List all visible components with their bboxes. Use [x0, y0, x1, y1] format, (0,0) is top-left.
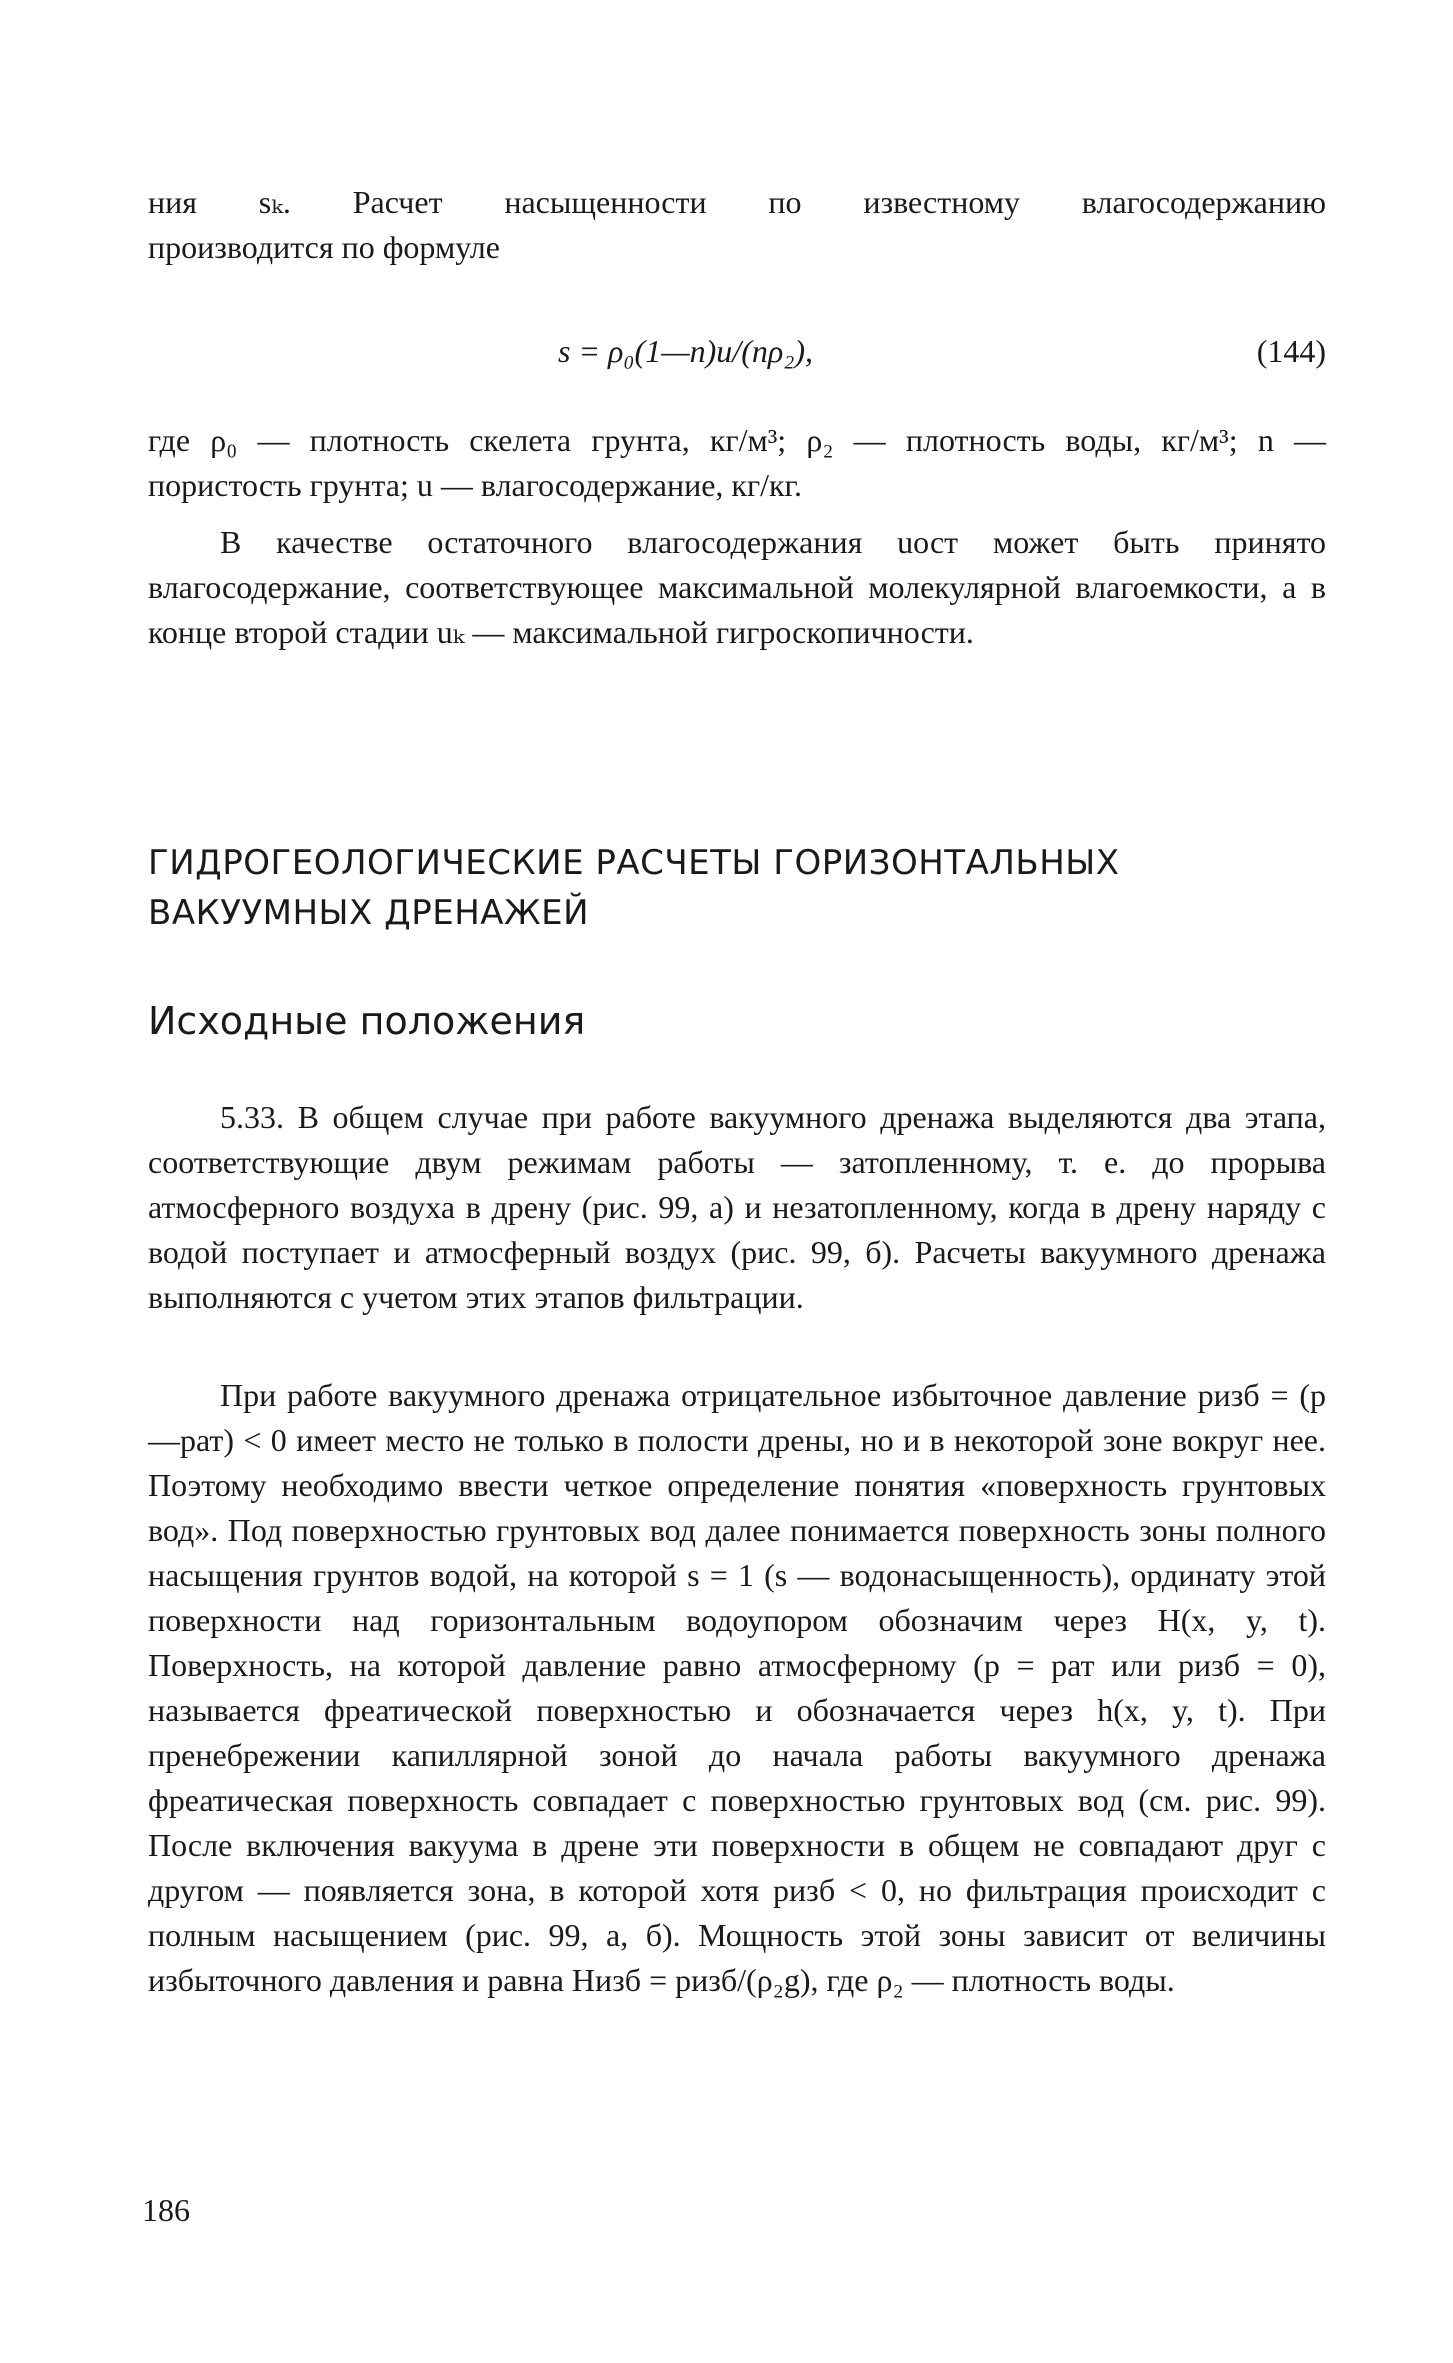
- where-text: где ρ₀ — плотность скелета грунта, кг/м³; ρ₂ — плотность воды, кг/м³; n — пористость грунта; u — влагосодержание, кг/кг.: [148, 422, 1326, 503]
- intro-line-1: ния sₖ. Расчет насыщенности по известному влагосодержанию: [148, 184, 1326, 220]
- residual-moisture-paragraph-block: [148, 520, 1326, 655]
- section-title-line-2: ВАКУУМНЫХ ДРЕНАЖЕЙ: [148, 893, 590, 933]
- intro-text: [148, 180, 1326, 270]
- formula-number: (144): [1256, 333, 1326, 369]
- subsection-title: Исходные положения: [148, 999, 586, 1043]
- paragraph-5-33-block: [148, 1095, 1326, 1320]
- section-title-line-1: ГИДРОГЕОЛОГИЧЕСКИЕ РАСЧЕТЫ ГОРИЗОНТАЛЬНЫХ: [148, 843, 1120, 883]
- vacuum-paragraph-block: [148, 1373, 1326, 2003]
- formula-144: [148, 328, 1326, 374]
- residual-moisture-paragraph: В качестве остаточного влагосодержания uост может быть принято влагосодержание, соответствующее максимальной молекулярной влагоемкости, а в конце второй стадии uₖ — максимальной гигроскопичности.: [148, 524, 1326, 650]
- subsection-block: [148, 996, 1326, 1046]
- intro-line-2: производится по формуле: [148, 229, 500, 265]
- page-number: 186: [142, 2192, 190, 2228]
- formula-expression: s = ρ₀(1—n)u/(nρ₂),: [558, 333, 813, 369]
- section-title: [148, 838, 1326, 938]
- where-block: [148, 418, 1326, 508]
- vacuum-paragraph: При работе вакуумного дренажа отрицательное избыточное давление pизб = (p—pат) < 0 имеет место не только в полости дрены, но и в некоторой зоне вокруг нее. Поэтому необходимо ввести четкое определение понятия «поверхность грунтовых вод». Под поверхностью грунтовых вод далее понимается поверхность зоны полного насыщения грунтов водой, на которой s = 1 (s — водонасыщенность), ординату этой поверхности над горизонтальным водоупором обозначим через H(x, y, t). Поверхность, на которой давление равно атмосферному (p = pат или pизб = 0), называется фреатической поверхностью и обозначается через h(x, y, t). При пренебрежении капиллярной зоной до начала работы вакуумного дренажа фреатическая поверхность совпадает с поверхностью грунтовых вод (см. рис. 99). После включения вакуума в дрене эти поверхности в общем не совпадают друг с другом — появляется зона, в которой хотя pизб < 0, но фильтрация происходит с полным насыщением (рис. 99, а, б). Мощность этой зоны зависит от величины избыточного давления и равна Hизб = pизб/(ρ₂g), где ρ₂ — плотность воды.: [148, 1377, 1326, 1998]
- paragraph-5-33: 5.33. В общем случае при работе вакуумного дренажа выделяются два этапа, соответствующие двум режимам работы — затопленному, т. е. до прорыва атмосферного воздуха в дрену (рис. 99, а) и незатопленному, когда в дрену наряду с водой поступает и атмосферный воздух (рис. 99, б). Расчеты вакуумного дренажа выполняются с учетом этих этапов фильтрации.: [148, 1099, 1326, 1315]
